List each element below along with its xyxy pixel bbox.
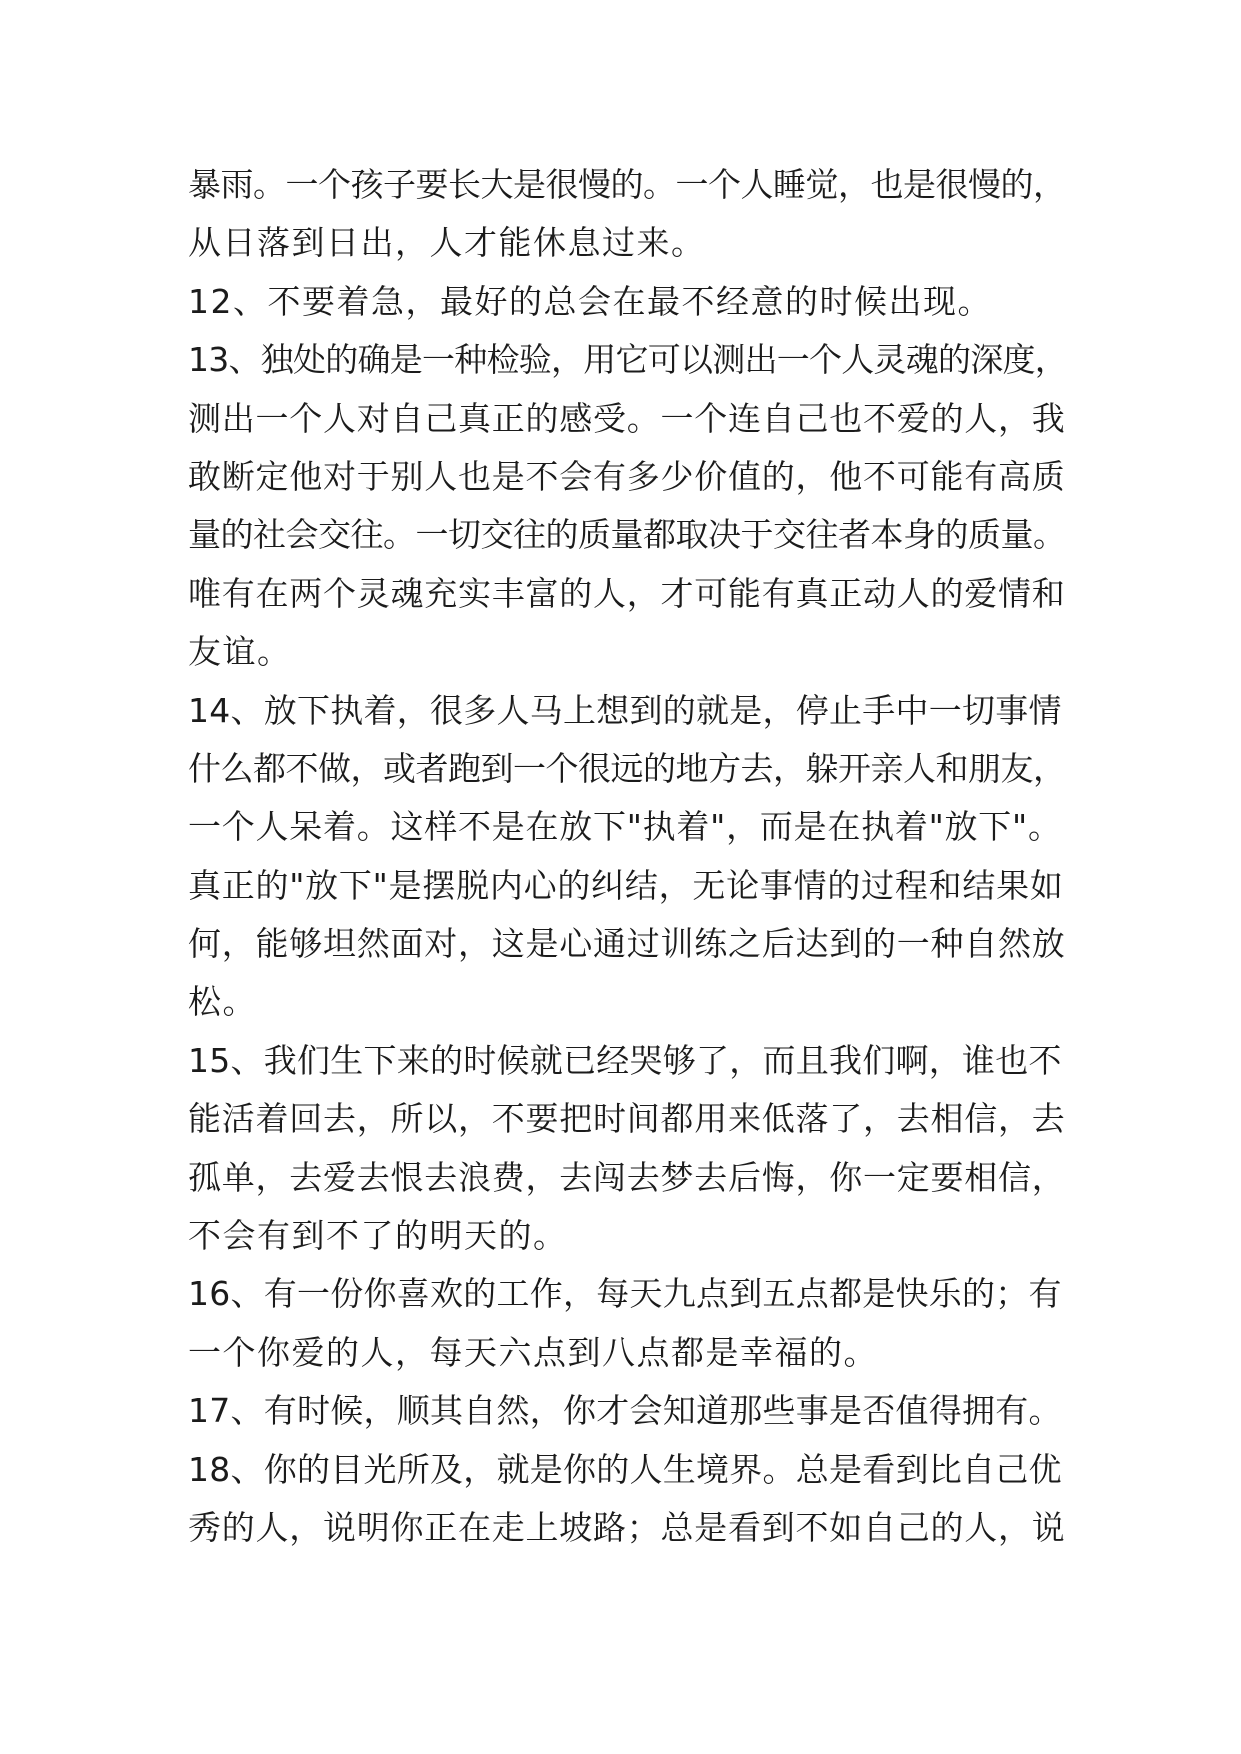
text-line: 量的社会交往。一切交往的质量都取决于交往者本身的质量。 bbox=[188, 515, 1066, 555]
text-line: 一个你爱的人，每天六点到八点都是幸福的。 bbox=[188, 1332, 878, 1372]
text-line: 不会有到不了的明天的。 bbox=[188, 1216, 568, 1256]
text-line: 真正的"放下"是摆脱内心的纠结，无论事情的过程和结果如 bbox=[188, 865, 1064, 905]
text-line: 测出一个人对自己真正的感受。一个连自己也不爱的人，我 bbox=[188, 398, 1066, 438]
text-line: 17、有时候，顺其自然，你才会知道那些事是否值得拥有。 bbox=[188, 1391, 1062, 1431]
text-line: 松。 bbox=[188, 982, 257, 1022]
text-line: 18、你的目光所及，就是你的人生境界。总是看到比自己优 bbox=[188, 1449, 1062, 1489]
text-line: 暴雨。一个孩子要长大是很慢的。一个人睡觉，也是很慢的， bbox=[188, 165, 1066, 204]
text-line: 13、独处的确是一种检验，用它可以测出一个人灵魂的深度， bbox=[188, 340, 1067, 380]
document-body bbox=[188, 156, 1068, 1557]
text-line: 从日落到日出，人才能休息过来。 bbox=[188, 223, 706, 263]
text-line: 什么都不做，或者跑到一个很远的地方去，躲开亲人和朋友， bbox=[188, 748, 1066, 788]
text-line: 孤单，去爱去恨去浪费，去闯去梦去后悔，你一定要相信， bbox=[188, 1157, 1066, 1197]
text-line: 一个人呆着。这样不是在放下"执着"，而是在执着"放下"。 bbox=[188, 807, 1062, 847]
text-line: 友谊。 bbox=[188, 632, 292, 672]
text-line: 唯有在两个灵魂充实丰富的人，才可能有真正动人的爱情和 bbox=[188, 573, 1066, 613]
text-line: 秀的人，说明你正在走上坡路；总是看到不如自己的人，说 bbox=[188, 1507, 1066, 1547]
text-line: 能活着回去，所以，不要把时间都用来低落了，去相信，去 bbox=[188, 1099, 1066, 1139]
text-line: 15、我们生下来的时候就已经哭够了，而且我们啊，谁也不 bbox=[188, 1040, 1062, 1080]
text-line: 16、有一份你喜欢的工作，每天九点到五点都是快乐的；有 bbox=[188, 1274, 1062, 1314]
text-line: 何，能够坦然面对，这是心通过训练之后达到的一种自然放 bbox=[188, 924, 1066, 964]
text-line: 14、放下执着，很多人马上想到的就是，停止手中一切事情 bbox=[188, 690, 1062, 730]
text-line: 12、不要着急，最好的总会在最不经意的时候出现。 bbox=[188, 281, 992, 321]
text-line: 敢断定他对于别人也是不会有多少价值的，他不可能有高质 bbox=[188, 456, 1066, 496]
